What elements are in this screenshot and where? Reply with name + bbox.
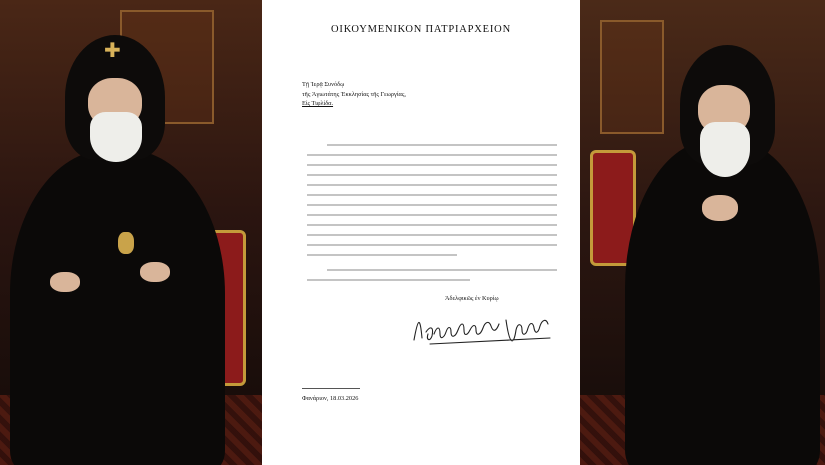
- white-beard: [700, 122, 750, 177]
- unreadable-text-line: [307, 250, 557, 260]
- wood-panel: [600, 20, 664, 134]
- unreadable-text-line: [307, 140, 557, 150]
- patriarch-signature: [410, 308, 560, 348]
- unreadable-text-line: [307, 150, 557, 160]
- unreadable-text-line: [307, 275, 557, 285]
- signature-rule: [302, 388, 360, 389]
- right-photo-patriarch: [580, 0, 825, 465]
- black-robe: [625, 140, 820, 465]
- paragraph-1: [307, 140, 557, 260]
- unreadable-text-line: [307, 210, 557, 220]
- letterhead: ΟΙΚΟΥΜΕΝΙΚΟΝ ΠΑΤΡΙΑΡΧΕΙΟΝ: [331, 24, 511, 35]
- panagia-medallion: [118, 232, 134, 254]
- hand: [50, 272, 80, 292]
- address-line: Τῇ Ἱερᾷ Συνόδῳ: [302, 81, 345, 88]
- address-place: Εἰς Τιφλίδα.: [302, 100, 334, 107]
- unreadable-text-line: [307, 200, 557, 210]
- left-photo-patriarch: [0, 0, 262, 465]
- unreadable-text-line: [307, 170, 557, 180]
- recipient-address: [302, 80, 406, 109]
- patriarchal-letter: [262, 0, 580, 465]
- black-robe: [10, 150, 225, 465]
- unreadable-text-line: [307, 190, 557, 200]
- letter-body: [307, 140, 557, 285]
- folded-hands: [702, 195, 738, 221]
- unreadable-text-line: [307, 230, 557, 240]
- closing: Ἀδελφικῶς ἐν Κυρίῳ: [445, 295, 499, 302]
- unreadable-text-line: [307, 160, 557, 170]
- unreadable-text-line: [307, 265, 557, 275]
- address-line: τῆς Ἀγιωτάτης Ἐκκλησίας τῆς Γεωργίας,: [302, 90, 406, 98]
- white-beard: [90, 112, 142, 162]
- unreadable-text-line: [307, 220, 557, 230]
- paragraph-2: [307, 265, 557, 285]
- hand: [140, 262, 170, 282]
- unreadable-text-line: [307, 180, 557, 190]
- unreadable-text-line: [307, 240, 557, 250]
- hood-cross-icon: ✚: [104, 40, 121, 62]
- place-date: Φανάριον, 18.03.2026: [302, 395, 359, 402]
